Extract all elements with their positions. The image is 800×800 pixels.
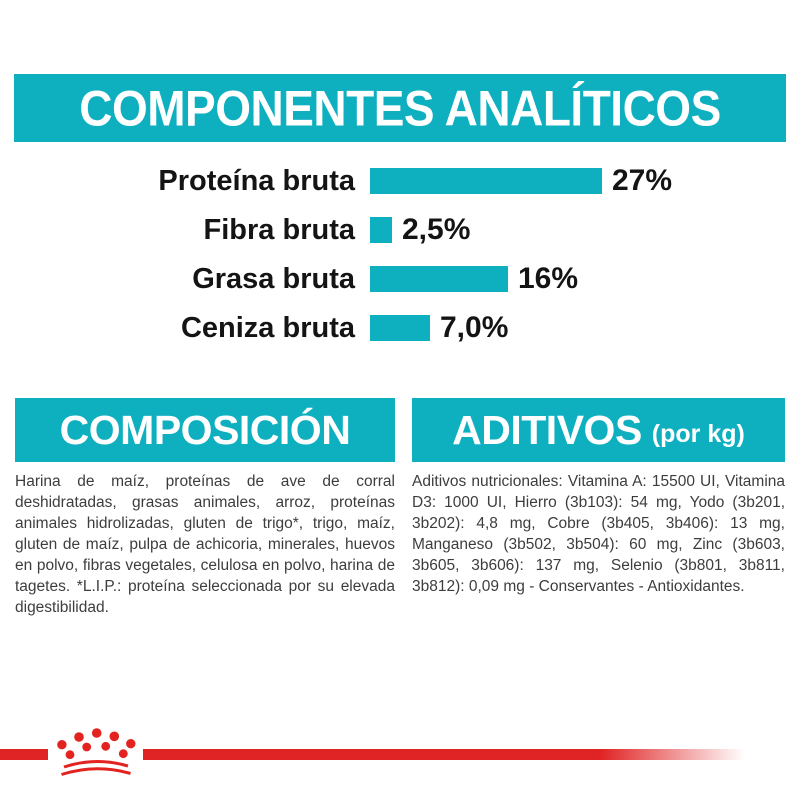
- composition-header: [15, 398, 395, 462]
- analytical-components-title: COMPONENTES ANALÍTICOS: [79, 79, 721, 137]
- chart-bar: [370, 168, 602, 194]
- chart-label: Grasa bruta: [192, 262, 355, 295]
- chart-label: Fibra bruta: [203, 213, 355, 246]
- composition-title: COMPOSICIÓN: [59, 406, 351, 453]
- chart-bar: [370, 266, 508, 292]
- composition-section: [15, 398, 395, 618]
- chart-label: Proteína bruta: [158, 164, 355, 197]
- chart-row-fat: [0, 262, 800, 295]
- analytical-components-header: [14, 74, 786, 142]
- chart-value: 2,5%: [402, 213, 471, 246]
- composition-body-text: Harina de maíz, proteínas de ave de corral deshidratadas, grasas animales, arroz, proteínas animales hidrolizadas, gluten de trigo*, trigo, maíz, gluten de maíz, pulpa de achicoria, minerales, huevos en polvo, fibras vegetales, celulosa en polvo, harina de tagetes. *L.I.P.: proteína seleccionada por su elevada digestibilidad.: [15, 473, 395, 616]
- additives-title-suffix: (por kg): [651, 419, 745, 448]
- chart-value: 27%: [612, 164, 673, 197]
- chart-bar: [370, 217, 392, 243]
- additives-body-text: Aditivos nutricionales: Vitamina A: 15500 UI, Vitamina D3: 1000 UI, Hierro (3b103): 54 mg, Yodo (3b201, 3b202): 4,8 mg, Cobre (3b405, 3b406): 13 mg, Manganeso (3b502, 3b504): 60 mg, Zinc (3b603, 3b605, 3b606): 137 mg, Selenio (3b801, 3b811, 3b812): 0,09 mg - Conservantes - Antioxidantes.: [412, 473, 785, 595]
- chart-bar: [370, 315, 430, 341]
- footer-red-line-right-fade: [143, 749, 745, 760]
- additives-header: [412, 398, 785, 462]
- additives-section: [412, 398, 785, 597]
- chart-label: Ceniza bruta: [180, 311, 355, 344]
- chart-row-fiber: [0, 213, 800, 246]
- chart-row-protein: [0, 164, 800, 197]
- chart-row-ash: [0, 311, 800, 344]
- additives-title: ADITIVOS: [452, 406, 642, 453]
- footer-red-line-left: [0, 749, 48, 760]
- royal-canin-crown-logo-icon: [56, 724, 136, 782]
- chart-value: 7,0%: [440, 311, 509, 344]
- analytical-components-chart: [0, 164, 800, 364]
- chart-value: 16%: [518, 262, 579, 295]
